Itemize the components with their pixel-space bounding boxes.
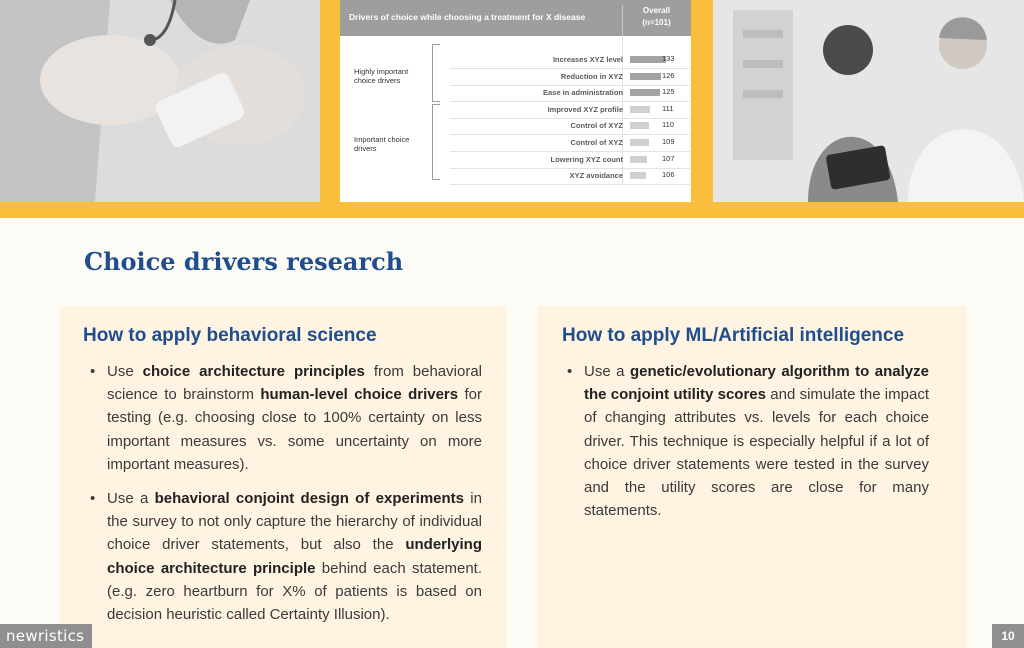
bullet-item: • Use choice architecture principles from behavioral science to brainstorm human-level choice drivers for testing (e.g. choosing close to 100% certainty on less important measures vs. some uncertainty on more important measures). [90,360,482,476]
choice-drivers-table [340,0,691,202]
group-label-highly-important: Highly important choice drivers [354,67,409,85]
table-row [450,135,690,152]
bullet-item: • Use a behavioral conjoint design of experiments in the survey to not only capture the hierarchy of individual choice driver statements, but also the underlying choice architecture principle behind each statement. (e.g. zero heartburn for X% of patients is based on decision heuristic called Certainty Illusion). [90,487,482,626]
row-label: Control of XYZ [570,138,623,147]
page-title: Choice drivers research [84,247,404,276]
ml-ai-heading: How to apply ML/Artificial intelligence [562,325,905,346]
table-row [450,85,690,102]
behavioral-science-bullets [90,360,482,637]
photo-doctor-and-patient [713,0,1024,202]
row-label: Lowering XYZ count [550,154,623,164]
row-bar [630,172,646,179]
table-row [450,102,690,119]
overall-sample-size: (n=101) [642,18,671,27]
table-header-title: Drivers of choice while choosing a treatment for X disease [349,12,586,22]
row-value: 126 [662,70,675,80]
row-label: Reduction in XYZ [560,71,623,81]
ml-ai-panel [537,306,967,648]
row-label: XYZ avoidance [569,171,623,181]
photo-hands-with-pills [0,0,320,202]
row-value: 110 [662,120,674,130]
row-value: 133 [662,54,675,63]
behavioral-science-heading: How to apply behavioral science [83,325,377,346]
row-value: 107 [662,153,675,163]
photo-doctor-illustration [713,0,1024,202]
highlight-text: behavioral conjoint design of experiments [154,490,465,508]
row-label: Increases XYZ level [552,55,623,64]
row-value: 109 [662,137,675,146]
row-bar [630,122,649,129]
row-label: Improved XYZ profile [547,104,623,114]
highlight-text: choice architecture principles [142,363,365,380]
row-label: Control of XYZ [570,121,623,131]
table-row [450,118,690,135]
row-bar [630,89,660,96]
row-value: 125 [662,87,675,97]
row-bar [630,56,666,63]
group-bracket-important [432,104,440,180]
table-row [450,52,690,69]
row-bar [630,73,661,80]
table-header [340,0,691,36]
row-bar [630,156,647,163]
row-bar [630,139,649,146]
page-number: 10 [992,624,1024,648]
bullet-item: • Use a genetic/evolutionary algorithm to analyze the conjoint utility scores and simulate the impact of changing attributes vs. levels for each choice driver. This technique is especially helpful if a lot of choice driver statements were tested in the survey and the utility scores are close for many statements. [567,360,929,522]
row-value: 106 [662,170,675,180]
table-header-overall [622,5,690,36]
group-bracket-highly-important [432,44,440,102]
ml-ai-bullets [567,360,929,533]
row-value: 111 [662,103,674,113]
table-row [450,69,690,86]
group-label-important: Important choice drivers [354,135,410,153]
overall-label: Overall [642,6,671,15]
table-row [450,152,690,169]
row-label: Ease in administration [542,88,623,98]
highlight-text: genetic/evolutionary algorithm to analyze the conjoint utility scores [584,363,929,404]
table-row [450,168,690,185]
behavioral-science-panel [60,306,507,648]
highlight-text: human-level choice drivers [260,386,459,404]
newristics-logo: newristics [0,624,92,648]
highlight-text: underlying choice architecture principle [107,536,482,577]
photo-hands-illustration [0,0,320,202]
row-bar [630,106,650,113]
